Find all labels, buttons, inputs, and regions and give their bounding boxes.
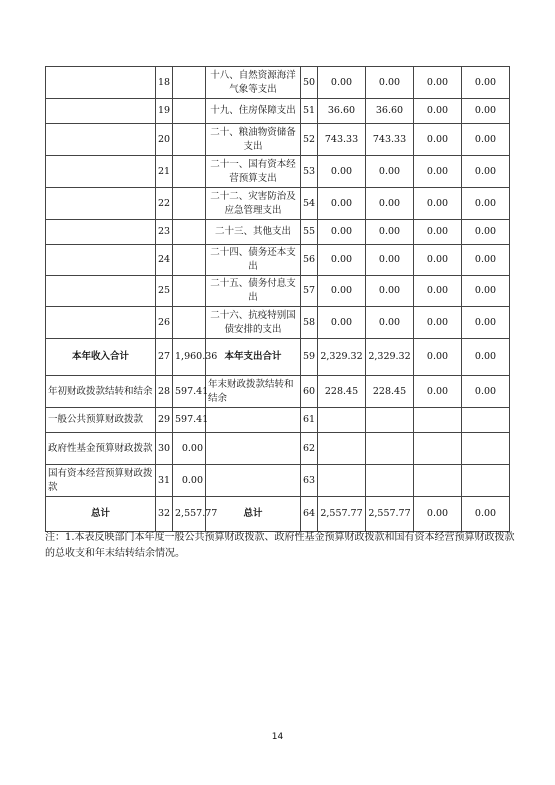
income-line-no-cell: 32: [156, 497, 173, 532]
expense-line-no-cell: 63: [301, 465, 318, 497]
expense-item-cell: 总计: [206, 497, 301, 532]
basic-amount-cell: 228.45: [366, 376, 414, 408]
income-amount-cell: 0.00: [173, 465, 206, 497]
expense-item-cell: 二十、粮油物资储备支出: [206, 124, 301, 156]
income-line-no-cell: 26: [156, 307, 173, 339]
income-item-cell: 本年收入合计: [46, 339, 156, 376]
total-amount-cell: 228.45: [318, 376, 366, 408]
total-amount-cell: 2,329.32: [318, 339, 366, 376]
income-item-cell: 国有资本经营预算财政拨款: [46, 465, 156, 497]
project-amount-cell: 0.00: [414, 376, 462, 408]
income-line-no-cell: 21: [156, 156, 173, 188]
expense-line-no-cell: 58: [301, 307, 318, 339]
income-item-cell: [46, 245, 156, 276]
project-amount-cell: 0.00: [414, 339, 462, 376]
total-amount-cell: 743.33: [318, 124, 366, 156]
income-item-cell: [46, 276, 156, 307]
basic-amount-cell: 743.33: [366, 124, 414, 156]
project-amount-cell: 0.00: [414, 124, 462, 156]
income-line-no-cell: 18: [156, 67, 173, 99]
expense-line-no-cell: 61: [301, 408, 318, 433]
other-amount-cell: [462, 433, 510, 465]
income-item-cell: [46, 124, 156, 156]
expense-line-no-cell: 50: [301, 67, 318, 99]
income-amount-cell: 0.00: [173, 433, 206, 465]
expense-line-no-cell: 51: [301, 99, 318, 124]
income-line-no-cell: 20: [156, 124, 173, 156]
income-item-cell: 年初财政拨款结转和结余: [46, 376, 156, 408]
expense-item-cell: 二十三、其他支出: [206, 220, 301, 245]
expense-item-cell: 二十四、债务还本支出: [206, 245, 301, 276]
project-amount-cell: 0.00: [414, 67, 462, 99]
expense-line-no-cell: 55: [301, 220, 318, 245]
income-item-cell: 一般公共预算财政拨款: [46, 408, 156, 433]
other-amount-cell: 0.00: [462, 497, 510, 532]
project-amount-cell: [414, 433, 462, 465]
expense-line-no-cell: 62: [301, 433, 318, 465]
other-amount-cell: 0.00: [462, 276, 510, 307]
income-line-no-cell: 28: [156, 376, 173, 408]
income-amount-cell: 1,960.36: [173, 339, 206, 376]
expense-line-no-cell: 54: [301, 188, 318, 220]
other-amount-cell: 0.00: [462, 339, 510, 376]
project-amount-cell: 0.00: [414, 220, 462, 245]
basic-amount-cell: 0.00: [366, 245, 414, 276]
basic-amount-cell: 0.00: [366, 67, 414, 99]
other-amount-cell: 0.00: [462, 376, 510, 408]
income-line-no-cell: 27: [156, 339, 173, 376]
expense-line-no-cell: 52: [301, 124, 318, 156]
basic-amount-cell: 36.60: [366, 99, 414, 124]
basic-amount-cell: [366, 408, 414, 433]
table-row: [46, 99, 510, 124]
income-amount-cell: [173, 220, 206, 245]
income-line-no-cell: 22: [156, 188, 173, 220]
project-amount-cell: [414, 465, 462, 497]
basic-amount-cell: [366, 433, 414, 465]
other-amount-cell: 0.00: [462, 220, 510, 245]
table-row: [46, 465, 510, 497]
basic-amount-cell: [366, 465, 414, 497]
expense-item-cell: 本年支出合计: [206, 339, 301, 376]
basic-amount-cell: 2,329.32: [366, 339, 414, 376]
expense-item-cell: 二十一、国有资本经营预算支出: [206, 156, 301, 188]
other-amount-cell: 0.00: [462, 245, 510, 276]
page-number: 14: [271, 732, 284, 742]
income-line-no-cell: 23: [156, 220, 173, 245]
table-body: [46, 67, 510, 532]
income-item-cell: [46, 99, 156, 124]
expense-line-no-cell: 64: [301, 497, 318, 532]
table-row: [46, 67, 510, 99]
total-amount-cell: 0.00: [318, 220, 366, 245]
table-row: [46, 408, 510, 433]
total-amount-cell: [318, 408, 366, 433]
total-amount-cell: 0.00: [318, 245, 366, 276]
income-line-no-cell: 30: [156, 433, 173, 465]
income-line-no-cell: 25: [156, 276, 173, 307]
project-amount-cell: [414, 408, 462, 433]
project-amount-cell: 0.00: [414, 307, 462, 339]
expense-item-cell: [206, 433, 301, 465]
expense-line-no-cell: 59: [301, 339, 318, 376]
table-row: [46, 245, 510, 276]
income-item-cell: [46, 188, 156, 220]
total-amount-cell: 0.00: [318, 67, 366, 99]
other-amount-cell: [462, 408, 510, 433]
expense-item-cell: 二十五、债务付息支出: [206, 276, 301, 307]
income-amount-cell: 597.41: [173, 408, 206, 433]
project-amount-cell: 0.00: [414, 245, 462, 276]
other-amount-cell: 0.00: [462, 67, 510, 99]
income-amount-cell: [173, 124, 206, 156]
income-amount-cell: 597.41: [173, 376, 206, 408]
income-amount-cell: [173, 99, 206, 124]
income-item-cell: [46, 307, 156, 339]
income-amount-cell: [173, 276, 206, 307]
table-row: [46, 433, 510, 465]
fiscal-table: [45, 66, 510, 532]
total-amount-cell: 0.00: [318, 188, 366, 220]
expense-item-cell: 二十六、抗疫特别国债安排的支出: [206, 307, 301, 339]
table-row: [46, 220, 510, 245]
other-amount-cell: 0.00: [462, 156, 510, 188]
income-amount-cell: [173, 245, 206, 276]
income-item-cell: [46, 156, 156, 188]
income-amount-cell: [173, 188, 206, 220]
expense-line-no-cell: 57: [301, 276, 318, 307]
table-note: 注：1.本表反映部门本年度一般公共预算财政拨款、政府性基金预算财政拨款和国有资本经营预算财政拨款的总收支和年末结转结余情况。: [45, 532, 515, 559]
basic-amount-cell: 0.00: [366, 156, 414, 188]
table-row: [46, 307, 510, 339]
total-amount-cell: 0.00: [318, 156, 366, 188]
expense-item-cell: 十九、住房保障支出: [206, 99, 301, 124]
expense-line-no-cell: 53: [301, 156, 318, 188]
table-row: [46, 188, 510, 220]
basic-amount-cell: 2,557.77: [366, 497, 414, 532]
income-line-no-cell: 31: [156, 465, 173, 497]
income-item-cell: [46, 67, 156, 99]
total-amount-cell: 0.00: [318, 276, 366, 307]
income-line-no-cell: 19: [156, 99, 173, 124]
other-amount-cell: 0.00: [462, 99, 510, 124]
expense-item-cell: [206, 465, 301, 497]
total-amount-cell: 0.00: [318, 307, 366, 339]
income-amount-cell: [173, 156, 206, 188]
expense-item-cell: 年末财政拨款结转和结余: [206, 376, 301, 408]
total-amount-cell: 36.60: [318, 99, 366, 124]
project-amount-cell: 0.00: [414, 276, 462, 307]
table-row: [46, 156, 510, 188]
project-amount-cell: 0.00: [414, 497, 462, 532]
basic-amount-cell: 0.00: [366, 276, 414, 307]
basic-amount-cell: 0.00: [366, 188, 414, 220]
project-amount-cell: 0.00: [414, 99, 462, 124]
table-row: [46, 276, 510, 307]
expense-item-cell: [206, 408, 301, 433]
other-amount-cell: 0.00: [462, 307, 510, 339]
basic-amount-cell: 0.00: [366, 220, 414, 245]
income-item-cell: 政府性基金预算财政拨款: [46, 433, 156, 465]
table-row: [46, 124, 510, 156]
expense-item-cell: 十八、自然资源海洋气象等支出: [206, 67, 301, 99]
income-item-cell: 总计: [46, 497, 156, 532]
total-amount-cell: [318, 433, 366, 465]
expense-line-no-cell: 56: [301, 245, 318, 276]
table-row: [46, 497, 510, 532]
expense-line-no-cell: 60: [301, 376, 318, 408]
project-amount-cell: 0.00: [414, 188, 462, 220]
total-amount-cell: [318, 465, 366, 497]
table-row: [46, 376, 510, 408]
expense-item-cell: 二十二、灾害防治及应急管理支出: [206, 188, 301, 220]
income-amount-cell: [173, 307, 206, 339]
income-amount-cell: [173, 67, 206, 99]
income-amount-cell: 2,557.77: [173, 497, 206, 532]
table-row: [46, 339, 510, 376]
other-amount-cell: 0.00: [462, 124, 510, 156]
income-line-no-cell: 24: [156, 245, 173, 276]
basic-amount-cell: 0.00: [366, 307, 414, 339]
income-item-cell: [46, 220, 156, 245]
other-amount-cell: [462, 465, 510, 497]
income-line-no-cell: 29: [156, 408, 173, 433]
total-amount-cell: 2,557.77: [318, 497, 366, 532]
project-amount-cell: 0.00: [414, 156, 462, 188]
other-amount-cell: 0.00: [462, 188, 510, 220]
